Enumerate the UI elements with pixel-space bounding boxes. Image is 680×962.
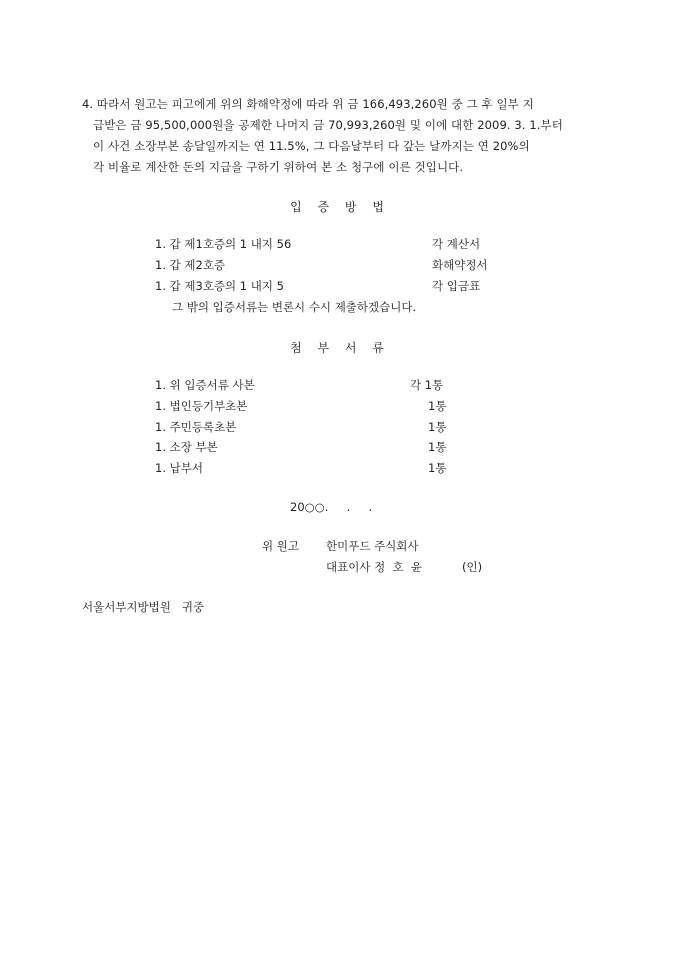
plaintiff-representative: 대표이사 정 호 윤 — [326, 560, 423, 574]
attachment-item-count: 1통 — [428, 461, 447, 475]
evidence-item-desc: 화해약정서 — [432, 258, 488, 272]
attachment-item-count: 1통 — [428, 399, 447, 413]
evidence-item-label: 1. 갑 제3호증의 1 내지 5 — [155, 279, 284, 293]
attachment-item-label: 1. 소장 부본 — [155, 440, 218, 454]
plaintiff-label: 위 원고 — [262, 539, 299, 553]
seal-mark: (인) — [462, 560, 483, 574]
attachment-item-label: 1. 주민등록초본 — [155, 420, 237, 434]
attachment-item-count: 1통 — [428, 420, 447, 434]
claim-line: 급받은 금 95,500,000원을 공제한 나머지 금 70,993,260원 및 이에 대한 2009. 3. 1.부터 — [93, 118, 563, 132]
court-addressee: 서울서부지방법원 귀중 — [82, 600, 205, 614]
attachments-heading: 첨 부 서 류 — [290, 341, 390, 355]
claim-line: 각 비율로 계산한 돈의 지급을 구하기 위하여 본 소 청구에 이른 것입니다. — [93, 160, 464, 174]
attachment-item-count: 각 1통 — [410, 378, 444, 392]
plaintiff-company: 한미푸드 주식회사 — [326, 539, 419, 553]
evidence-heading: 입 증 방 법 — [290, 200, 390, 214]
attachment-item-label: 1. 위 입증서류 사본 — [155, 378, 255, 392]
claim-line: 4. 따라서 원고는 피고에게 위의 화해약정에 따라 위 금 166,493,260원 중 그 후 일부 지 — [82, 97, 534, 111]
attachment-item-label: 1. 법인등기부초본 — [155, 399, 248, 413]
filing-date: 20○○. . . — [290, 500, 373, 514]
evidence-item-label: 1. 갑 제2호증 — [155, 258, 226, 272]
attachment-item-label: 1. 납부서 — [155, 461, 203, 475]
claim-paragraph — [82, 94, 622, 178]
evidence-note: 그 밖의 입증서류는 변론시 수시 제출하겠습니다. — [172, 300, 417, 314]
evidence-item-desc: 각 입금표 — [432, 279, 481, 293]
evidence-item-label: 1. 갑 제1호증의 1 내지 56 — [155, 237, 292, 251]
attachment-item-count: 1통 — [428, 440, 447, 454]
evidence-item-desc: 각 계산서 — [432, 237, 481, 251]
claim-line: 이 사건 소장부본 송달일까지는 연 11.5%, 그 다음날부터 다 갚는 날까지는 연 20%의 — [93, 139, 530, 153]
